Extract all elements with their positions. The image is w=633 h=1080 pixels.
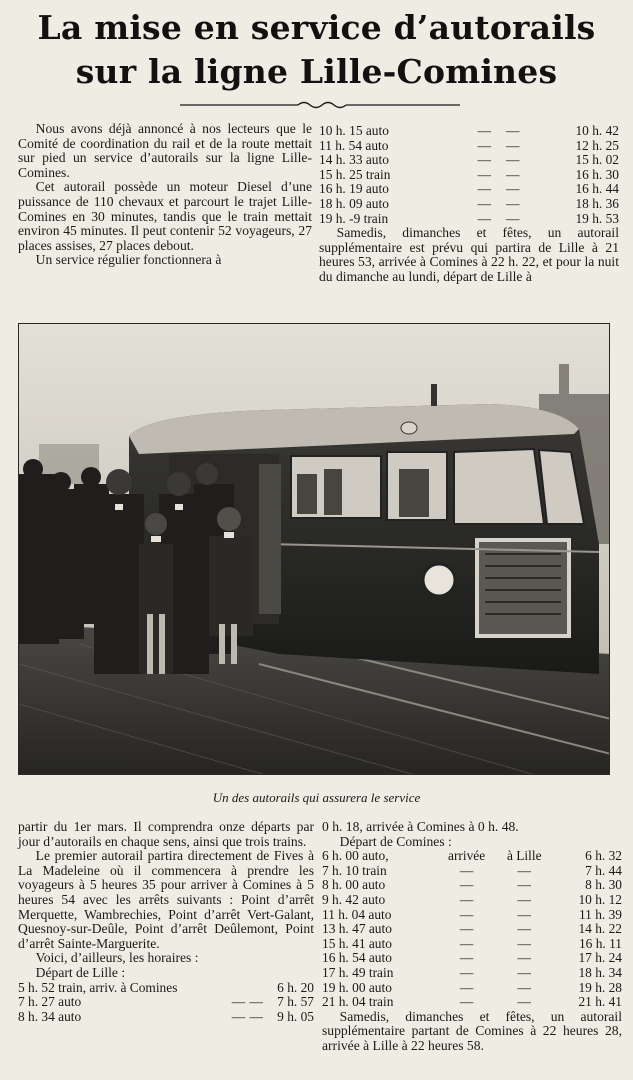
separator-2: — (517, 964, 531, 980)
separator-1: — (459, 877, 474, 893)
ornamental-rule (180, 100, 460, 110)
departure-time: 8 h. 00 auto (322, 877, 386, 893)
schedule-row (319, 197, 619, 212)
separator-1: — (477, 181, 492, 197)
schedule-row (18, 995, 314, 1010)
separator-2: — (517, 950, 531, 966)
separator-2 (247, 981, 265, 996)
railcar-photo (18, 323, 610, 775)
separator-2: — (505, 123, 520, 138)
separator-1: — (459, 935, 474, 951)
separator-2: — (517, 935, 531, 951)
separator-1: — (459, 862, 474, 878)
schedule-row (322, 908, 622, 923)
arrival-time: 15 h. 02 (575, 152, 619, 168)
schedule-row (319, 168, 619, 183)
schedules-intro: Voici, d’ailleurs, les horaires : (35, 950, 199, 966)
arrival-time: 10 h. 42 (575, 123, 619, 138)
separator-2: — (505, 195, 520, 211)
separator-1: — (231, 994, 246, 1010)
separator-2: — (517, 877, 531, 893)
departure-time: 15 h. 25 train (319, 166, 391, 182)
departure-time: 7 h. 10 train (322, 862, 387, 878)
departure-time: 17 h. 49 train (322, 964, 394, 980)
departure-time: 11 h. 04 auto (322, 906, 392, 922)
separator-1: — (459, 979, 474, 995)
comines-schedule-table (322, 849, 622, 1010)
separator-1: — (477, 166, 492, 182)
separator-1: — (459, 950, 474, 966)
departure-time: 9 h. 42 auto (322, 891, 386, 907)
schedule-row (322, 922, 622, 937)
lille-schedule-table (18, 981, 314, 1025)
departure-time: 21 h. 04 train (322, 994, 394, 1010)
departure-time: 5 h. 52 train, arriv. à Comines (18, 979, 178, 995)
departure-time: 16 h. 19 auto (319, 181, 389, 197)
schedule-row (322, 995, 622, 1010)
separator-2: — (249, 1008, 263, 1024)
arrival-time: 11 h. 39 (578, 906, 622, 922)
photo-caption: Un des autorails qui assurera le service (212, 790, 421, 805)
departure-time: 14 h. 33 auto (319, 152, 389, 168)
arrival-time: 19 h. 28 (578, 979, 622, 995)
separator-2: — (505, 152, 520, 168)
weekend-comines-paragraph: Samedis, dimanches et fêtes, un autorail supplémentaire partant de Comines à 22 heures 28, arrivée à Lille à 22 heures 58. (322, 1008, 622, 1053)
column-schedule-lille (18, 820, 314, 1024)
schedule-row (319, 153, 619, 168)
schedule-row (322, 893, 622, 908)
intro-paragraph-2: Cet autorail possède un moteur Diesel d’une puissance de 110 chevaux et parcourt le trajet Lille-Comines en 30 minutes, tandis que le train mettait environ 45 minutes. Il peut contenir 52 voyageurs, 27 places assises, 27 places debout. (18, 179, 312, 253)
first-railcar-paragraph: Le premier autorail partira directement de Fives à La Madeleine où il commencera à prendre les voyageurs à 5 heures 35 pour arriver à Comines à 5 heures 54 avec les arrêts suivants : Point d’arrêt Merquette, Wambrechies, Point d’arrêt Vert-Galant, Quesnoy-sur-Deûle, Point d’arrêt Deûlemont, Point d’arrêt Sainte-Marguerite. (18, 848, 314, 951)
arrival-time: 17 h. 24 (578, 950, 622, 966)
schedule-row (322, 937, 622, 952)
schedule-row (18, 1010, 314, 1025)
arrival-time: 8 h. 30 (585, 877, 622, 893)
separator-1: — (459, 906, 474, 922)
night-departure-line: 0 h. 18, arrivée à Comines à 0 h. 48. (322, 819, 519, 834)
arrival-time: 6 h. 32 (585, 848, 622, 864)
schedule-row (322, 951, 622, 966)
railcar-photo-image (19, 324, 610, 775)
arrival-time: 16 h. 44 (575, 181, 619, 197)
schedule-row (322, 981, 622, 996)
departure-time: 6 h. 00 auto, (322, 848, 389, 864)
departure-time: 10 h. 15 auto (319, 123, 389, 138)
depart-comines-label: Départ de Comines : (339, 833, 452, 849)
separator-2: — (505, 210, 520, 226)
departure-time: 19 h. 00 auto (322, 979, 392, 995)
separator-2: à Lille (506, 848, 542, 864)
separator-1: — (231, 1008, 246, 1024)
schedule-row (319, 212, 619, 227)
separator-1: — (477, 152, 492, 168)
separator-1: — (477, 210, 492, 226)
separator-1: — (477, 137, 492, 153)
headline-line-1: La mise en service d’autorails (37, 8, 596, 47)
arrival-time: 21 h. 41 (578, 994, 622, 1010)
departure-time: 19 h. -9 train (319, 210, 389, 226)
column-schedule-comines (322, 820, 622, 1054)
departure-time: 11 h. 54 auto (319, 137, 389, 153)
separator-2: — (517, 979, 531, 995)
departure-time: 16 h. 54 auto (322, 950, 392, 966)
lille-schedule-table-continued (319, 124, 619, 226)
separator-1: — (459, 964, 474, 980)
headline-line-2: sur la ligne Lille-Comines (75, 52, 558, 91)
departure-time: 15 h. 41 auto (322, 935, 392, 951)
arrival-time: 16 h. 30 (575, 166, 619, 182)
separator-1: — (459, 891, 474, 907)
departure-time: 13 h. 47 auto (322, 921, 392, 937)
arrival-time: 7 h. 57 (277, 994, 314, 1010)
separator-2: — (517, 921, 531, 937)
separator-1: — (459, 921, 474, 937)
departure-time: 18 h. 09 auto (319, 195, 389, 211)
article-headline (0, 6, 633, 94)
arrival-time: 14 h. 22 (578, 921, 622, 937)
departure-time: 8 h. 34 auto (18, 1008, 82, 1024)
separator-2: — (505, 181, 520, 197)
separator-2: — (517, 891, 531, 907)
column-intro (18, 122, 312, 268)
departure-time: 7 h. 27 auto (18, 994, 82, 1010)
arrival-time: 19 h. 53 (575, 210, 619, 226)
arrival-time: 18 h. 36 (575, 195, 619, 211)
separator-1 (230, 981, 248, 996)
separator-1: arrivée (448, 848, 486, 864)
schedule-row (319, 182, 619, 197)
arrival-time: 18 h. 34 (578, 964, 622, 980)
arrival-time: 6 h. 20 (277, 979, 314, 995)
separator-2: — (505, 166, 520, 182)
column-schedule-lille-continued (319, 124, 619, 285)
schedule-row (322, 878, 622, 893)
weekend-lille-paragraph: Samedis, dimanches et fêtes, un autorail supplémentaire est prévu qui partira de Lille à 21 heures 53, arrivée à Comines à 22 h. 22, et pour la nuit du dimanche au lundi, départ de Lille à (319, 225, 619, 284)
separator-1: — (477, 195, 492, 211)
separator-2: — (517, 862, 531, 878)
separator-2: — (517, 906, 531, 922)
separator-1: — (459, 994, 474, 1010)
separator-2: — (505, 137, 520, 153)
schedule-row (18, 981, 314, 996)
arrival-time: 12 h. 25 (575, 137, 619, 153)
arrival-time: 9 h. 05 (277, 1008, 314, 1024)
continuation-paragraph: partir du 1er mars. Il comprendra onze départs par jour d’autorails en chaque sens, ainsi que trois trains. (18, 819, 314, 849)
schedule-row (322, 966, 622, 981)
arrival-time: 10 h. 12 (578, 891, 622, 907)
intro-paragraph-3: Un service régulier fonctionnera à (35, 252, 222, 268)
arrival-time: 16 h. 11 (578, 935, 622, 951)
separator-2: — (249, 994, 263, 1010)
intro-paragraph-1: Nous avons déjà annoncé à nos lecteurs que le Comité de coordination du rail et de la route mettait sur pied un service d’autorails sur la ligne Lille-Comines. (18, 121, 312, 180)
separator-2: — (517, 994, 531, 1010)
depart-lille-label: Départ de Lille : (35, 964, 126, 980)
arrival-time: 7 h. 44 (585, 862, 622, 878)
schedule-row (322, 849, 622, 864)
separator-1: — (477, 123, 492, 138)
schedule-row (319, 124, 619, 139)
schedule-row (322, 864, 622, 879)
schedule-row (319, 139, 619, 154)
